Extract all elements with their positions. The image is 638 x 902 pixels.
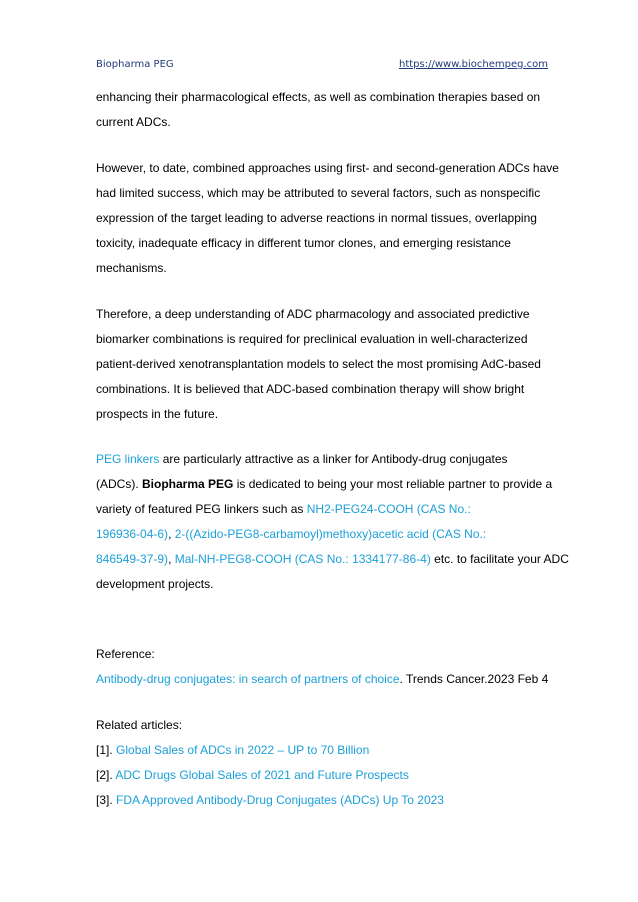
azido-peg8-acid-link-cont[interactable]: 846549-37-9) bbox=[96, 552, 169, 566]
para3-line-3: patient-derived xenotransplantation models to select the most promising AdC-based bbox=[96, 357, 541, 371]
related-item-1 bbox=[96, 743, 369, 757]
related-item-link[interactable]: Global Sales of ADCs in 2022 – UP to 70 Billion bbox=[116, 743, 370, 757]
para2-line-3: expression of the target leading to adverse reactions in normal tissues, overlapping bbox=[96, 211, 537, 225]
para4-line-1 bbox=[96, 452, 508, 466]
para3-line-2: biomarker combinations is required for preclinical evaluation in well-characterized bbox=[96, 332, 528, 346]
company-name-bold: Biopharma PEG bbox=[142, 477, 234, 491]
nh2-peg24-cooh-link[interactable]: NH2-PEG24-COOH (CAS No.: bbox=[306, 502, 471, 516]
para4-line-5-sep: , bbox=[168, 552, 175, 566]
para4-line-2-prefix: (ADCs). bbox=[96, 477, 142, 491]
related-item-number: [3]. bbox=[96, 793, 117, 807]
header-website-link[interactable]: https://www.biochempeg.com bbox=[399, 59, 548, 70]
related-item-2 bbox=[96, 768, 409, 782]
para3-line-5: prospects in the future. bbox=[96, 407, 219, 421]
para4-line-2 bbox=[96, 477, 552, 491]
related-item-link[interactable]: ADC Drugs Global Sales of 2021 and Future Prospects bbox=[115, 768, 409, 782]
para4-line-4-sep: , bbox=[168, 527, 175, 541]
header-company-name: Biopharma PEG bbox=[96, 59, 174, 70]
related-item-link[interactable]: FDA Approved Antibody-Drug Conjugates (ADCs) Up To 2023 bbox=[116, 793, 444, 807]
para4-line-3-text: variety of featured PEG linkers such as bbox=[96, 502, 307, 516]
para2-line-1: However, to date, combined approaches using first- and second-generation ADCs have bbox=[96, 161, 559, 175]
nh2-peg24-cooh-link-cont[interactable]: 196936-04-6) bbox=[96, 527, 169, 541]
para4-line-1-text: are particularly attractive as a linker for Antibody-drug conjugates bbox=[159, 452, 508, 466]
related-item-number: [2]. bbox=[96, 768, 116, 782]
mal-nh-peg8-cooh-link[interactable]: Mal-NH-PEG8-COOH (CAS No.: 1334177-86-4) bbox=[174, 552, 431, 566]
para1-line-1: enhancing their pharmacological effects, as well as combination therapies based on bbox=[96, 90, 541, 104]
related-item-3 bbox=[96, 793, 444, 807]
related-heading: Related articles: bbox=[96, 718, 183, 732]
para2-line-2: had limited success, which may be attributed to several factors, such as nonspecific bbox=[96, 186, 541, 200]
reference-heading: Reference: bbox=[96, 647, 155, 661]
peg-linkers-link[interactable]: PEG linkers bbox=[96, 452, 160, 466]
para4-line-5-text: etc. to facilitate your ADC bbox=[430, 552, 569, 566]
para4-line-6: development projects. bbox=[96, 577, 214, 591]
para3-line-4: combinations. It is believed that ADC-based combination therapy will show bright bbox=[96, 382, 525, 396]
para4-line-2-text: is dedicated to being your most reliable partner to provide a bbox=[233, 477, 553, 491]
para1-line-2: current ADCs. bbox=[96, 115, 171, 129]
azido-peg8-acid-link[interactable]: 2-((Azido-PEG8-carbamoyl)methoxy)acetic acid (CAS No.: bbox=[174, 527, 487, 541]
para2-line-5: mechanisms. bbox=[96, 261, 167, 275]
para2-line-4: toxicity, inadequate efficacy in different tumor clones, and emerging resistance bbox=[96, 236, 511, 250]
related-item-number: [1]. bbox=[96, 743, 117, 757]
reference-article-link[interactable]: Antibody-drug conjugates: in search of partners of choice bbox=[96, 672, 400, 686]
para4-line-3 bbox=[96, 502, 471, 516]
reference-source: . Trends Cancer.2023 Feb 4 bbox=[399, 672, 549, 686]
para4-line-5 bbox=[96, 552, 569, 566]
para3-line-1: Therefore, a deep understanding of ADC pharmacology and associated predictive bbox=[96, 307, 530, 321]
reference-line bbox=[96, 672, 548, 686]
para4-line-4 bbox=[96, 527, 486, 541]
